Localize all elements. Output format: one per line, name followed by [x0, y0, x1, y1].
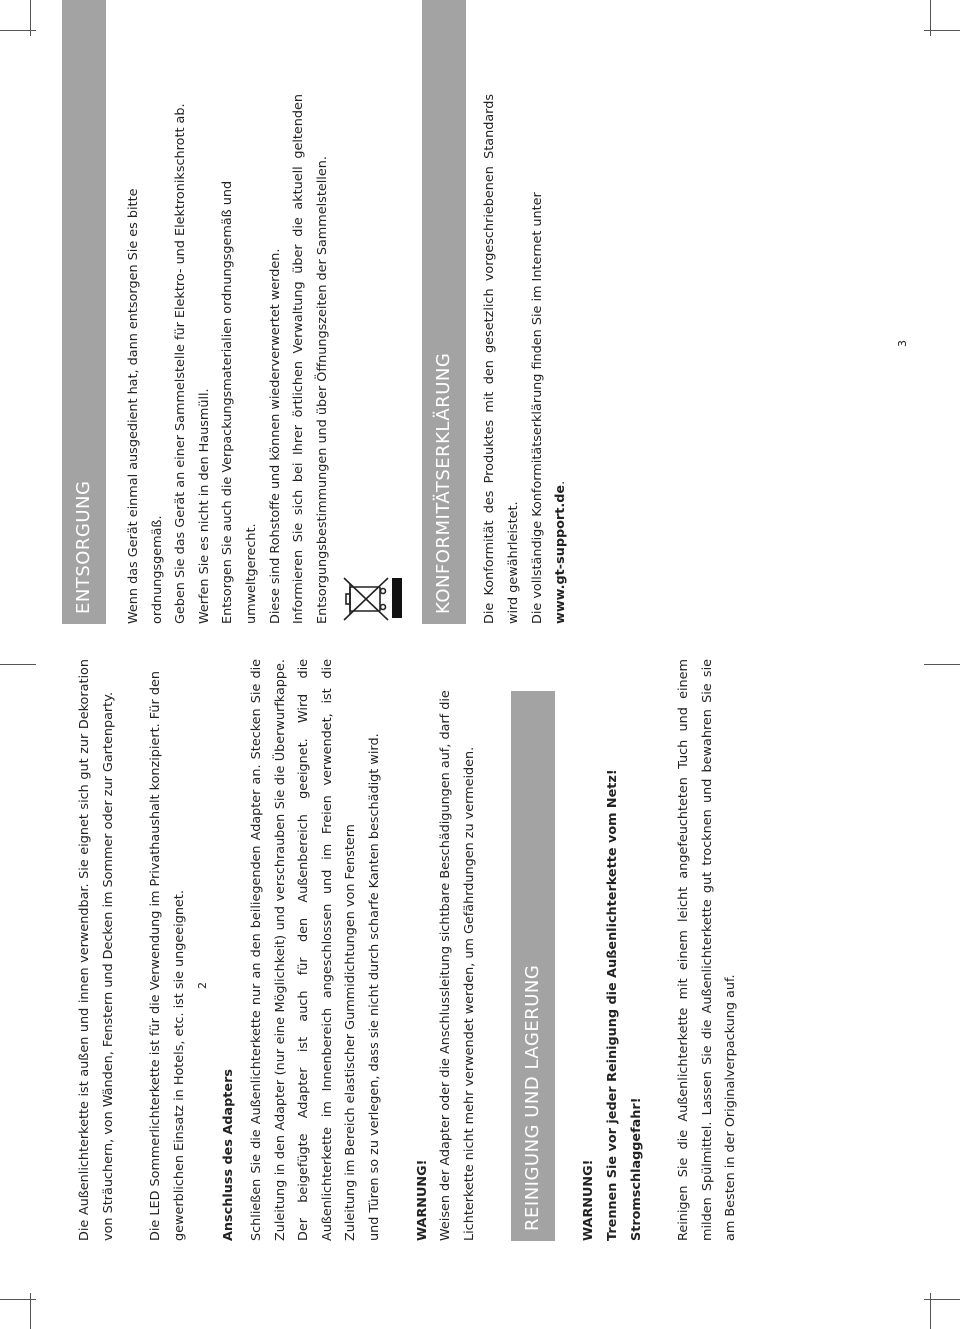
- crossed-bin-icon: [342, 564, 404, 624]
- section-title-cleaning: REINIGUNG UND LAGERUNG: [511, 691, 555, 1241]
- page-number-right: 3: [896, 340, 909, 347]
- section-title-conformity: KONFORMITÄTSERKLÄRUNG: [422, 0, 466, 624]
- private-use-paragraph: Die LED Sommerlichterkette ist für die Verwendung im Privathaushalt konzipiert. Für den gewerblichen Einsatz in Hotels, etc. ist sie ungeeignet.: [148, 671, 187, 1241]
- adapter-paragraph: Schließen Sie die Außenlichterkette nur an den beiliegenden Adapter an. Stecken Sie die Zuleitung in den Adapter (nur eine Möglichkeit) und verschrauben Sie die Überwurfkappe. Der beigefügte Adapter ist auch für den Außenbereich geeignet. Wird die Außenlichterkette im Innenbereich angeschlossen und im Freien verwendet, ist die Zuleitung im Bereich elastischer Gummidichtungen von Fenstern: [248, 659, 359, 1241]
- intro-paragraph: Die Außenlichterkette ist außen und innen verwendbar. Sie eignet sich gut zur Dekoration von Sträuchern, von Wänden, Fenstern und Decken im Sommer oder zur Gartenparty.: [77, 659, 116, 1241]
- page-number-left: 2: [196, 982, 209, 989]
- section-title-disposal: ENTSORGUNG: [62, 0, 106, 624]
- adapter-paragraph-end: und Türen so zu verlegen, dass sie nicht durch scharfe Kanten beschädigt wird.: [366, 733, 382, 1241]
- disposal-line: Wenn das Gerät einmal ausgedient hat, dann entsorgen Sie es bitte ordnungsgemäß.: [126, 188, 165, 624]
- cleaning-paragraph: Reinigen Sie die Außenlichterkette mit einem leicht angefeuchteten Tuch und einem milden Spülmittel. Lassen Sie die Außenlichterkette gut trocknen und bewahren Sie sie am Besten in der Originalverpackung auf.: [676, 659, 739, 1241]
- disposal-paragraph: Informieren Sie sich bei Ihrer örtlichen Verwaltung über die aktuell geltenden Entsorgungsbestimmungen und über Öffnungszeiten der Sammelstellen.: [291, 94, 330, 624]
- cleaning-warning-line: Trennen Sie vor jeder Reinigung die Außenlichterkette vom Netz!: [604, 769, 620, 1241]
- left-page: [0, 659, 743, 1241]
- shock-hazard-line: Stromschlaggefahr!: [628, 1097, 644, 1241]
- warning-paragraph: Weisen der Adapter oder die Anschlussleitung sichtbare Beschädigungen auf, darf die Lichterkette nicht mehr verwendet werden, um Gefährdungen zu vermeiden.: [438, 690, 477, 1241]
- disposal-line: Entsorgen Sie auch die Verpackungsmaterialien ordnungsgemäß und umweltgerecht.: [220, 180, 259, 624]
- conformity-paragraph: Die Konformität des Produktes mit den gesetzlich vorgeschriebenen Standards wird gewährleistet.: [482, 94, 521, 624]
- disposal-line: Diese sind Rohstoffe und können wiederverwertet werden.: [267, 248, 283, 624]
- disposal-line: Werfen Sie es nicht in den Hausmüll.: [196, 388, 212, 624]
- adapter-heading: Anschluss des Adapters: [221, 1068, 237, 1241]
- weee-symbol: [342, 94, 402, 624]
- cleaning-warning-label: WARNUNG!: [581, 1159, 597, 1241]
- warning-label: WARNUNG!: [414, 1159, 430, 1241]
- conformity-line: Die vollständige Konformitätserklärung finden Sie im Internet unter: [529, 192, 545, 624]
- url-period: .: [553, 480, 569, 485]
- disposal-line: Geben Sie das Gerät an einer Sammelstelle für Elektro- und Elektronikschrott ab.: [173, 103, 189, 624]
- support-url: www.gt-support.de: [553, 484, 569, 624]
- right-page: [0, 94, 573, 624]
